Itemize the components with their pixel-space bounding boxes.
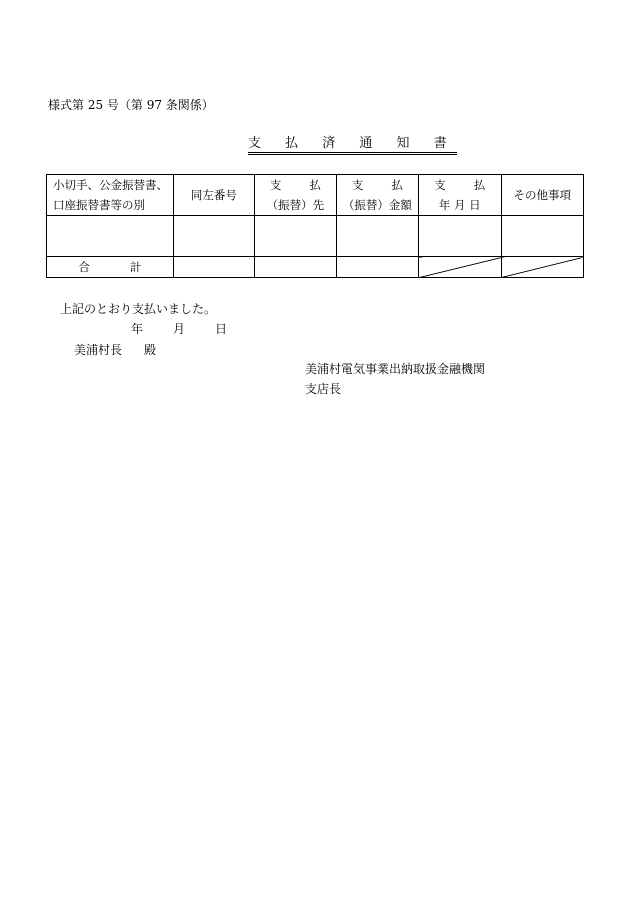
payment-notice-table [46,174,584,278]
addressee-name: 美浦村長 [74,343,123,357]
table-row [47,216,584,257]
cell-number[interactable] [173,216,254,257]
addressee [74,341,156,358]
date-day: 日 [215,322,228,336]
header-payee-b: 払 [309,178,321,192]
date-line [131,320,227,337]
total-payee[interactable] [255,257,336,278]
header-number [173,175,254,216]
statement-text: 上記のとおり支払いました。 [60,302,217,316]
header-payee [255,175,336,216]
header-number-label: 同左番号 [190,188,237,202]
header-amount-a: 支 [351,178,364,192]
cell-instrument-type[interactable] [47,216,174,257]
header-payee-a: 支 [269,178,282,192]
cell-other[interactable] [501,216,583,257]
header-amount-line2: （振替）金額 [342,198,412,212]
header-instrument-type [47,175,174,216]
form-number: 様式第 25 号（第 97 条関係） [48,98,214,112]
header-payee-line2: （振替）先 [266,198,325,212]
header-instrument-type-line1: 小切手、公金振替書、 [53,178,168,192]
cell-payment-date[interactable] [419,216,501,257]
header-date-a: 支 [434,178,446,192]
header-date-b: 払 [473,178,486,192]
header-amount-b: 払 [391,178,403,192]
header-amount [336,175,418,216]
header-instrument-type-line2: 口座振替書等の別 [53,198,145,212]
date-year: 年 [131,322,144,336]
issuer-institution: 美浦村電気事業出納取扱金融機関 [305,362,486,376]
document-title: 支 払 済 通 知 書 [248,136,457,155]
total-row [47,257,584,278]
header-payment-date [419,175,501,216]
total-date-struck [419,257,501,278]
total-number[interactable] [173,257,254,278]
header-date-line2: 年 月 日 [438,198,481,212]
table-header-row [47,175,584,216]
cell-payee[interactable] [255,216,336,257]
total-other-struck [501,257,583,278]
header-other-label: その他事項 [513,188,571,202]
total-label-a: 合 [78,260,90,274]
date-month: 月 [173,322,186,336]
issuer-branch-manager: 支店長 [305,382,342,396]
total-label-b: 計 [129,260,142,274]
header-other [501,175,583,216]
addressee-honorific: 殿 [144,343,157,357]
total-label [47,257,174,278]
total-amount[interactable] [336,257,418,278]
cell-amount[interactable] [336,216,418,257]
